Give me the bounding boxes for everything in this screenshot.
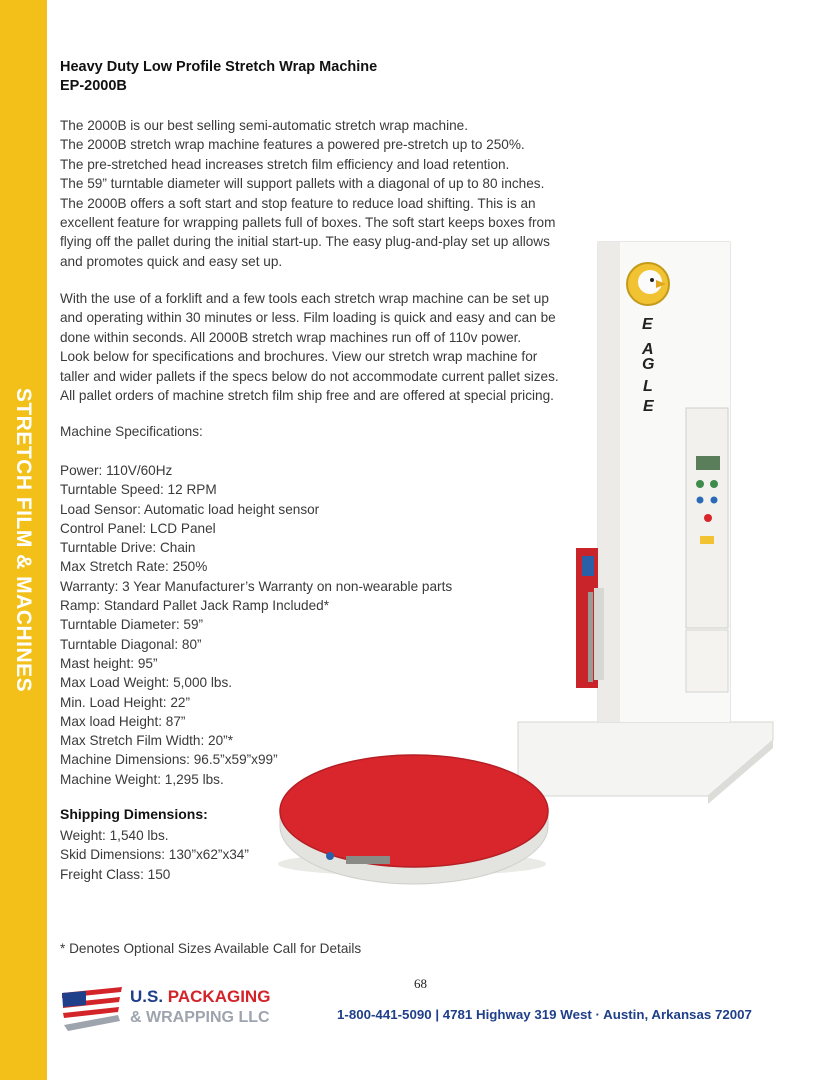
spec-item: Ramp: Standard Pallet Jack Ramp Included* <box>60 598 329 614</box>
eagle-letter: E <box>642 316 653 333</box>
sidebar-label: STRETCH FILM & MACHINES <box>12 387 35 693</box>
description-line: done within seconds. All 2000B stretch wrap machines run off of 110v power. <box>60 329 522 345</box>
specs-heading: Machine Specifications: <box>60 424 203 439</box>
description-line: The 2000B is our best selling semi-automatic stretch wrap machine. <box>60 118 468 133</box>
spec-item: Warranty: 3 Year Manufacturer’s Warranty on non-wearable parts <box>60 578 453 594</box>
logo-packaging-text: PACKAGING <box>167 987 271 1006</box>
description-line: and operating within 30 minutes or less. Film loading is quick and easy and can be <box>60 310 556 326</box>
spec-item: Max Stretch Film Width: 20”* <box>60 733 233 749</box>
product-title: Heavy Duty Low Profile Stretch Wrap Machine <box>60 59 378 75</box>
specs-list <box>60 461 452 789</box>
description-line: The 2000B offers a soft start and stop feature to reduce load shifting. This is an <box>60 195 536 211</box>
contact-info: 1-800-441-5090 | 4781 Highway 319 West · Austin, Arkansas 72007 <box>337 1007 752 1022</box>
spec-item: Turntable Diagonal: 80” <box>60 636 202 652</box>
description-line: taller and wider pallets if the specs below do not accommodate current pallet sizes. <box>60 368 559 384</box>
description-line: The 59” turntable diameter will support pallets with a diagonal of up to 80 inches. <box>60 176 545 192</box>
description-line: With the use of a forklift and a few tools each stretch wrap machine can be set up <box>60 291 549 306</box>
logo-line-2: & WRAPPING LLC <box>130 1009 270 1026</box>
spec-item: Machine Weight: 1,295 lbs. <box>60 771 224 787</box>
description-line: and promotes quick and easy set up. <box>60 253 283 269</box>
description-paragraph-1 <box>60 116 595 271</box>
spec-item: Load Sensor: Automatic load height sensor <box>60 501 320 517</box>
spec-item: Max load Height: 87” <box>60 713 186 729</box>
sidebar-band <box>0 0 47 1080</box>
spec-item: Min. Load Height: 22” <box>60 694 190 710</box>
description-line: The 2000B stretch wrap machine features a powered pre-stretch up to 250%. <box>60 137 525 153</box>
spec-item: Turntable Drive: Chain <box>60 540 196 556</box>
description-paragraph-2 <box>60 289 595 405</box>
spec-item: Mast height: 95” <box>60 655 158 671</box>
product-model: EP-2000B <box>60 78 127 94</box>
shipping-item: Skid Dimensions: 130”x62”x34” <box>60 847 249 863</box>
eagle-letter: A <box>642 341 654 358</box>
spec-item: Power: 110V/60Hz <box>60 463 173 478</box>
spec-item: Max Load Weight: 5,000 lbs. <box>60 675 233 691</box>
description-line: Look below for specifications and brochures. View our stretch wrap machine for <box>60 349 538 365</box>
product-title-block <box>60 58 377 96</box>
spec-item: Turntable Speed: 12 RPM <box>60 482 217 498</box>
spec-item: Control Panel: LCD Panel <box>60 520 216 536</box>
eagle-letter: E <box>643 398 654 415</box>
eagle-letter: L <box>643 378 653 395</box>
logo-us-text: U.S. <box>130 987 168 1006</box>
description-line: excellent feature for wrapping pallets full of boxes. The soft start keeps boxes from <box>60 215 556 231</box>
spec-item: Machine Dimensions: 96.5”x59”x99” <box>60 752 278 768</box>
description-line: The pre-stretched head increases stretch film efficiency and load retention. <box>60 156 510 172</box>
eagle-letter: G <box>642 356 655 373</box>
shipping-heading: Shipping Dimensions: <box>60 806 208 822</box>
footnote: * Denotes Optional Sizes Available Call for Details <box>60 941 362 956</box>
description-line: flying off the pallet during the initial start-up. The easy plug-and-play set up allows <box>60 234 550 250</box>
us-flag-logo-icon <box>58 985 126 1031</box>
shipping-item: Weight: 1,540 lbs. <box>60 828 169 843</box>
spec-item: Max Stretch Rate: 250% <box>60 559 208 575</box>
spec-item: Turntable Diameter: 59” <box>60 617 204 633</box>
page-number: 68 <box>414 976 427 991</box>
shipping-list <box>60 826 249 884</box>
logo-line-1 <box>130 987 270 1007</box>
description-line: All pallet orders of machine stretch film ship free and are offered at special pricing. <box>60 388 554 404</box>
eagle-emblem-icon <box>627 263 669 305</box>
shipping-item: Freight Class: 150 <box>60 866 171 882</box>
company-logo <box>58 985 288 1035</box>
